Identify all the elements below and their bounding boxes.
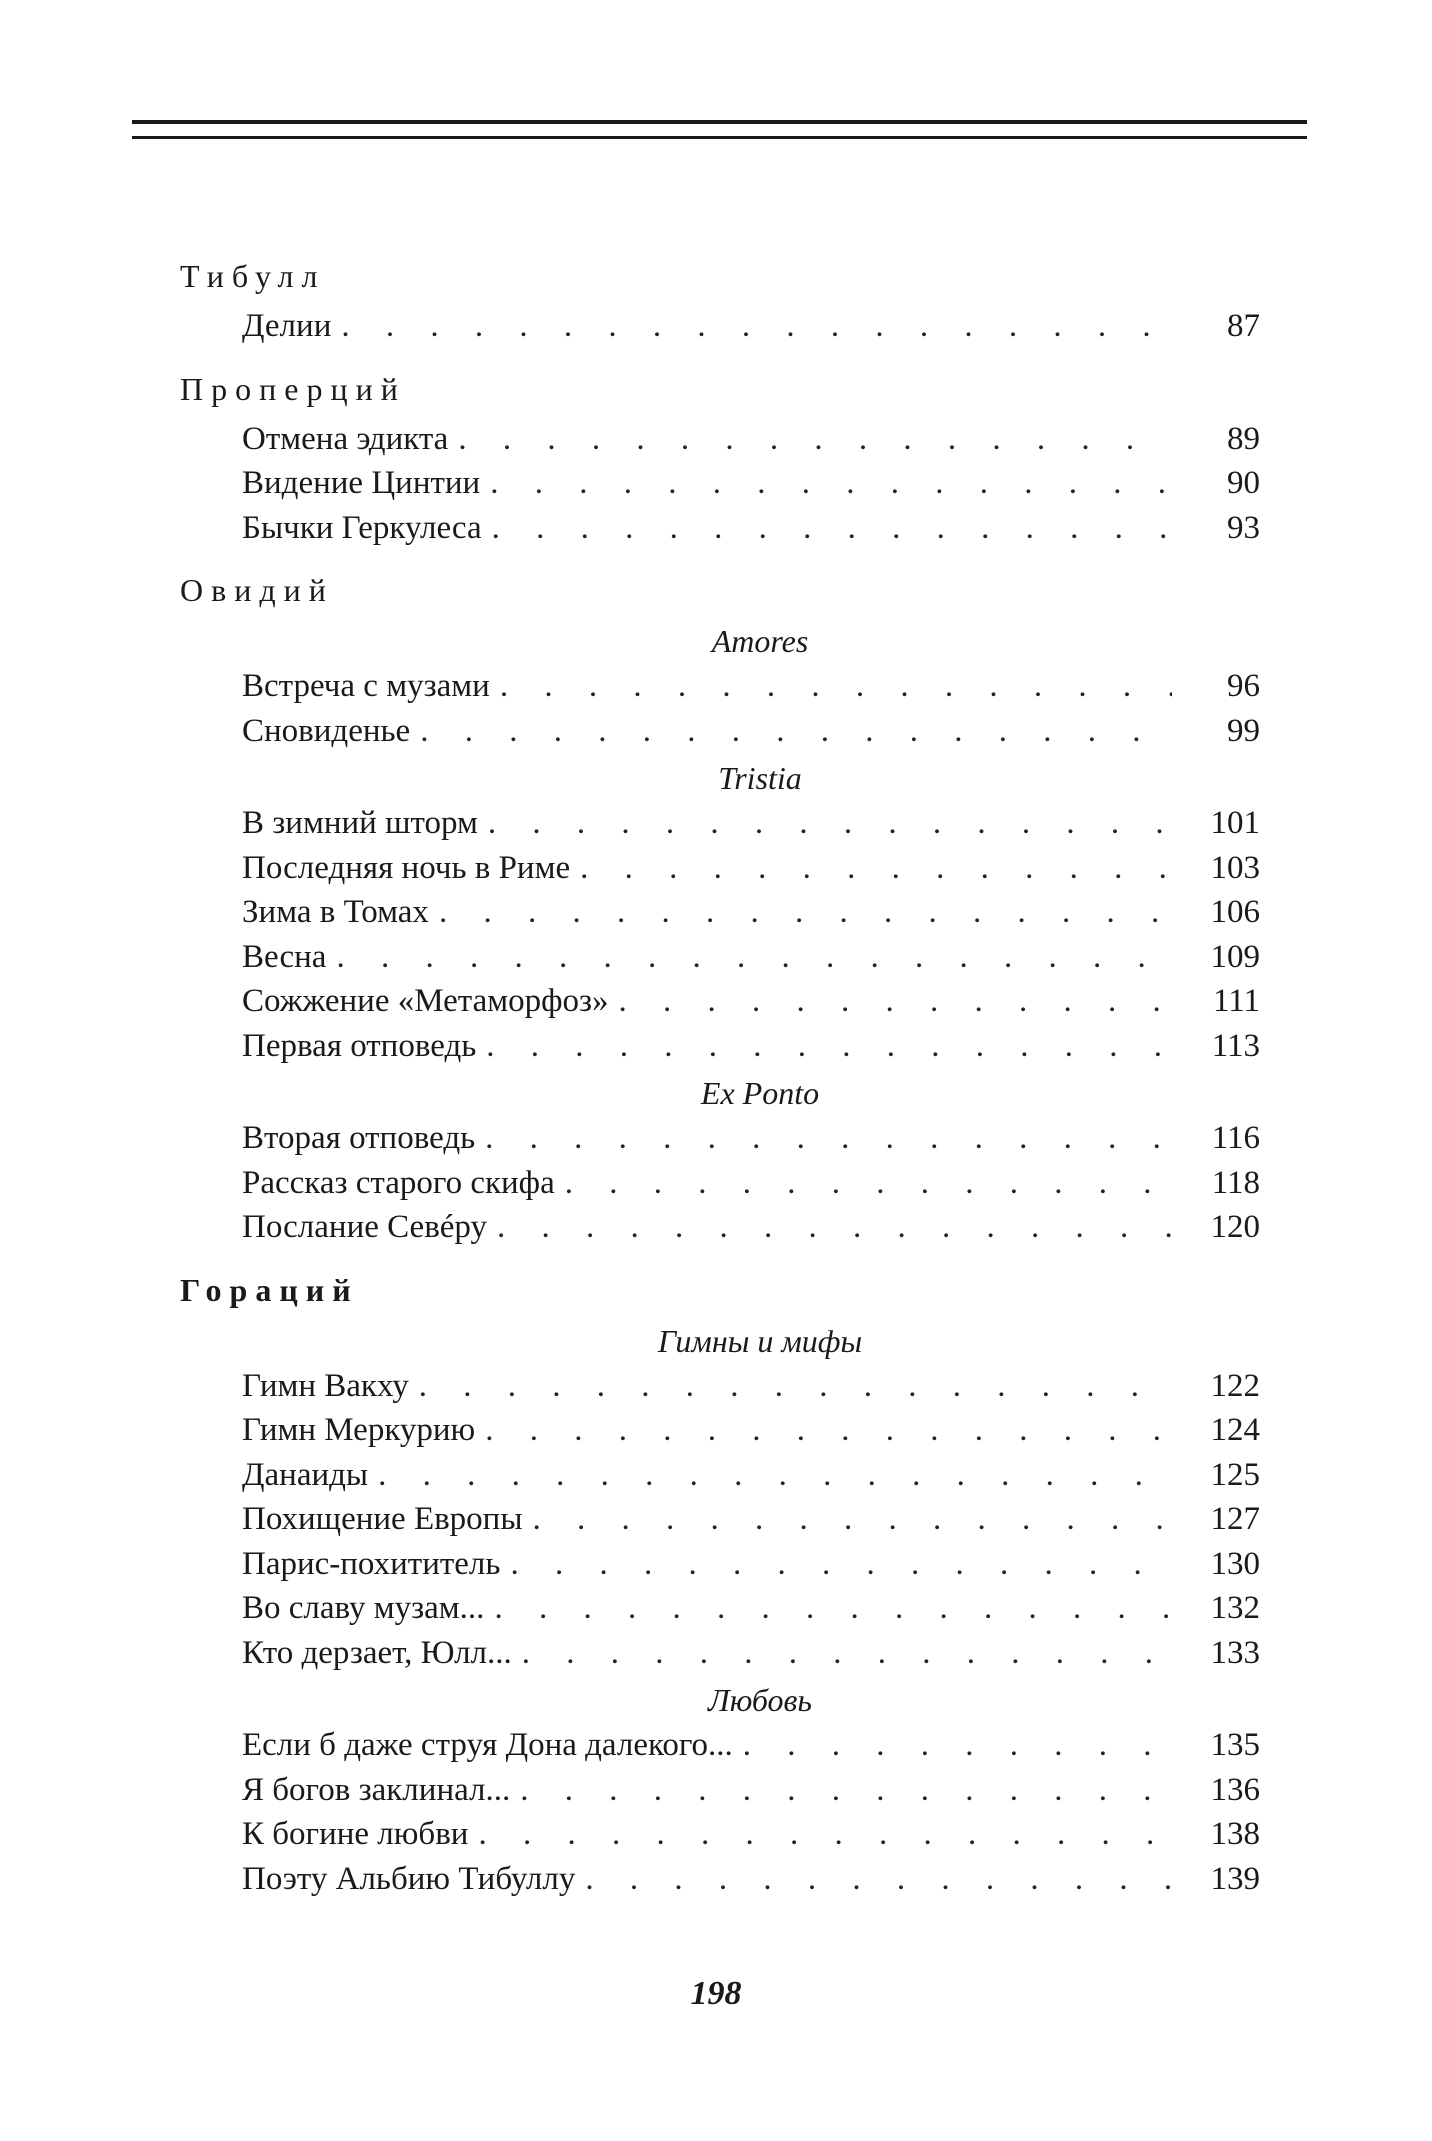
entry-page-number: 118 [1211, 1164, 1260, 1201]
dot-leader [485, 1116, 1172, 1161]
entry-page-number: 122 [1210, 1367, 1260, 1404]
author-heading: Проперций [180, 370, 406, 407]
dot-leader [619, 979, 1172, 1024]
entry-title: Вторая отповедь [242, 1120, 476, 1156]
toc-entry [242, 1161, 1260, 1206]
toc-section [180, 568, 1260, 1250]
dot-leader [439, 890, 1172, 935]
entry-page-number: 127 [1210, 1501, 1260, 1537]
entry-page-number: 113 [1211, 1027, 1260, 1064]
entry-title: Гимн Меркурию [242, 1412, 476, 1448]
dot-leader [458, 417, 1172, 462]
toc-entry [242, 664, 1260, 709]
entry-page-number: 135 [1210, 1727, 1260, 1763]
header-rule-thin [132, 136, 1307, 139]
entry-page-number: 116 [1211, 1120, 1260, 1156]
entry-page-number: 138 [1210, 1816, 1260, 1852]
entry-page-number: 120 [1210, 1209, 1260, 1245]
entry-title: Зима в Томах [242, 894, 429, 930]
toc-section [180, 254, 1260, 349]
dot-leader [485, 1408, 1172, 1453]
dot-leader [533, 1497, 1172, 1542]
entry-title: Последняя ночь в Риме [242, 849, 571, 886]
toc-entry [242, 461, 1260, 506]
toc-entry [242, 1857, 1260, 1902]
author-heading: Овидий [180, 572, 334, 608]
dot-leader [478, 1812, 1172, 1857]
toc-entry [242, 935, 1260, 980]
entry-page-number: 130 [1210, 1545, 1260, 1582]
toc-entry [242, 1205, 1260, 1250]
entry-title: Сновиденье [242, 712, 411, 749]
entry-title: К богине любви [242, 1816, 469, 1852]
collection-subtitle: Ex Ponto [700, 1075, 820, 1111]
entry-page-number: 125 [1210, 1456, 1260, 1493]
author-heading: Тибулл [180, 258, 326, 294]
dot-leader [488, 801, 1172, 846]
dot-leader [500, 664, 1172, 709]
page-number: 198 [690, 1975, 742, 2012]
entry-title: Парис-похититель [242, 1545, 501, 1582]
toc-entry [242, 1364, 1260, 1409]
collection-subtitle: Гимны и мифы [657, 1322, 863, 1359]
dot-leader [580, 846, 1172, 891]
toc-entry [242, 1768, 1260, 1813]
entry-title: Похищение Европы [242, 1501, 523, 1537]
entry-page-number: 99 [1227, 712, 1260, 749]
dot-leader [497, 1205, 1172, 1250]
toc-entry [242, 890, 1260, 935]
dot-leader [494, 1586, 1172, 1631]
entry-page-number: 90 [1227, 465, 1260, 501]
entry-page-number: 136 [1210, 1771, 1260, 1808]
dot-leader [420, 709, 1172, 754]
dot-leader [522, 1631, 1172, 1676]
dot-leader [585, 1857, 1172, 1902]
toc-entry [242, 1586, 1260, 1631]
entry-title: Я богов заклинал... [242, 1771, 511, 1808]
toc-entry [242, 304, 1260, 349]
toc-entry [242, 1542, 1260, 1587]
entry-page-number: 89 [1227, 420, 1260, 457]
toc-entry [242, 1631, 1260, 1676]
entry-title: Встреча с музами [242, 668, 490, 704]
header-rule-thick [132, 120, 1307, 124]
entry-title: Отмена эдикта [242, 420, 449, 457]
toc-section [180, 1268, 1260, 1902]
dot-leader [341, 304, 1172, 349]
toc-entry [242, 1453, 1260, 1498]
toc-entry [242, 979, 1260, 1024]
entry-title: Послание Севéру [242, 1209, 487, 1245]
entry-page-number: 103 [1210, 849, 1260, 886]
entry-title: В зимний шторм [242, 805, 478, 841]
entry-title: Первая отповедь [242, 1027, 477, 1064]
entry-title: Сожжение «Метаморфоз» [242, 983, 609, 1019]
dot-leader [378, 1453, 1172, 1498]
entry-title: Бычки Геркулеса [242, 509, 482, 546]
entry-title: Данаиды [242, 1456, 369, 1493]
toc-entry [242, 846, 1260, 891]
toc-entry [242, 1024, 1260, 1069]
dot-leader [565, 1161, 1172, 1206]
table-of-contents [180, 240, 1260, 1919]
collection-subtitle: Любовь [708, 1682, 812, 1718]
toc-entry [242, 506, 1260, 551]
collection-subtitle: Amores [711, 623, 809, 659]
entry-title: Делии [242, 308, 332, 344]
entry-page-number: 133 [1210, 1634, 1260, 1671]
dot-leader [419, 1364, 1172, 1409]
entry-title: Гимн Вакху [242, 1367, 409, 1404]
entry-page-number: 124 [1210, 1412, 1260, 1448]
toc-entry [242, 1116, 1260, 1161]
author-heading: Гораций [180, 1271, 359, 1308]
toc-section [180, 367, 1260, 551]
toc-entry [242, 801, 1260, 846]
dot-leader [486, 1024, 1172, 1069]
dot-leader [743, 1723, 1172, 1768]
entry-title: Видение Цинтии [242, 465, 481, 501]
entry-page-number: 111 [1212, 983, 1260, 1019]
dot-leader [490, 461, 1172, 506]
toc-entry [242, 1723, 1260, 1768]
toc-entry [242, 417, 1260, 462]
entry-page-number: 87 [1227, 308, 1260, 344]
entry-title: Весна [242, 938, 327, 975]
entry-title: Кто дерзает, Юлл... [242, 1634, 512, 1671]
dot-leader [510, 1542, 1172, 1587]
entry-page-number: 109 [1210, 938, 1260, 975]
toc-entry [242, 1497, 1260, 1542]
dot-leader [492, 506, 1172, 551]
entry-page-number: 93 [1227, 509, 1260, 546]
entry-title: Рассказ старого скифа [242, 1164, 555, 1201]
entry-title: Во славу музам... [242, 1590, 485, 1626]
entry-title: Если б даже струя Дона далекого... [242, 1727, 733, 1763]
collection-subtitle: Tristia [718, 760, 802, 796]
entry-page-number: 139 [1210, 1860, 1260, 1897]
toc-entry [242, 709, 1260, 754]
entry-title: Поэту Альбию Тибуллу [242, 1860, 576, 1897]
toc-entry [242, 1408, 1260, 1453]
entry-page-number: 106 [1210, 894, 1260, 930]
dot-leader [336, 935, 1172, 980]
dot-leader [520, 1768, 1172, 1813]
entry-page-number: 101 [1210, 805, 1260, 841]
entry-page-number: 96 [1227, 668, 1260, 704]
entry-page-number: 132 [1210, 1590, 1260, 1626]
toc-entry [242, 1812, 1260, 1857]
